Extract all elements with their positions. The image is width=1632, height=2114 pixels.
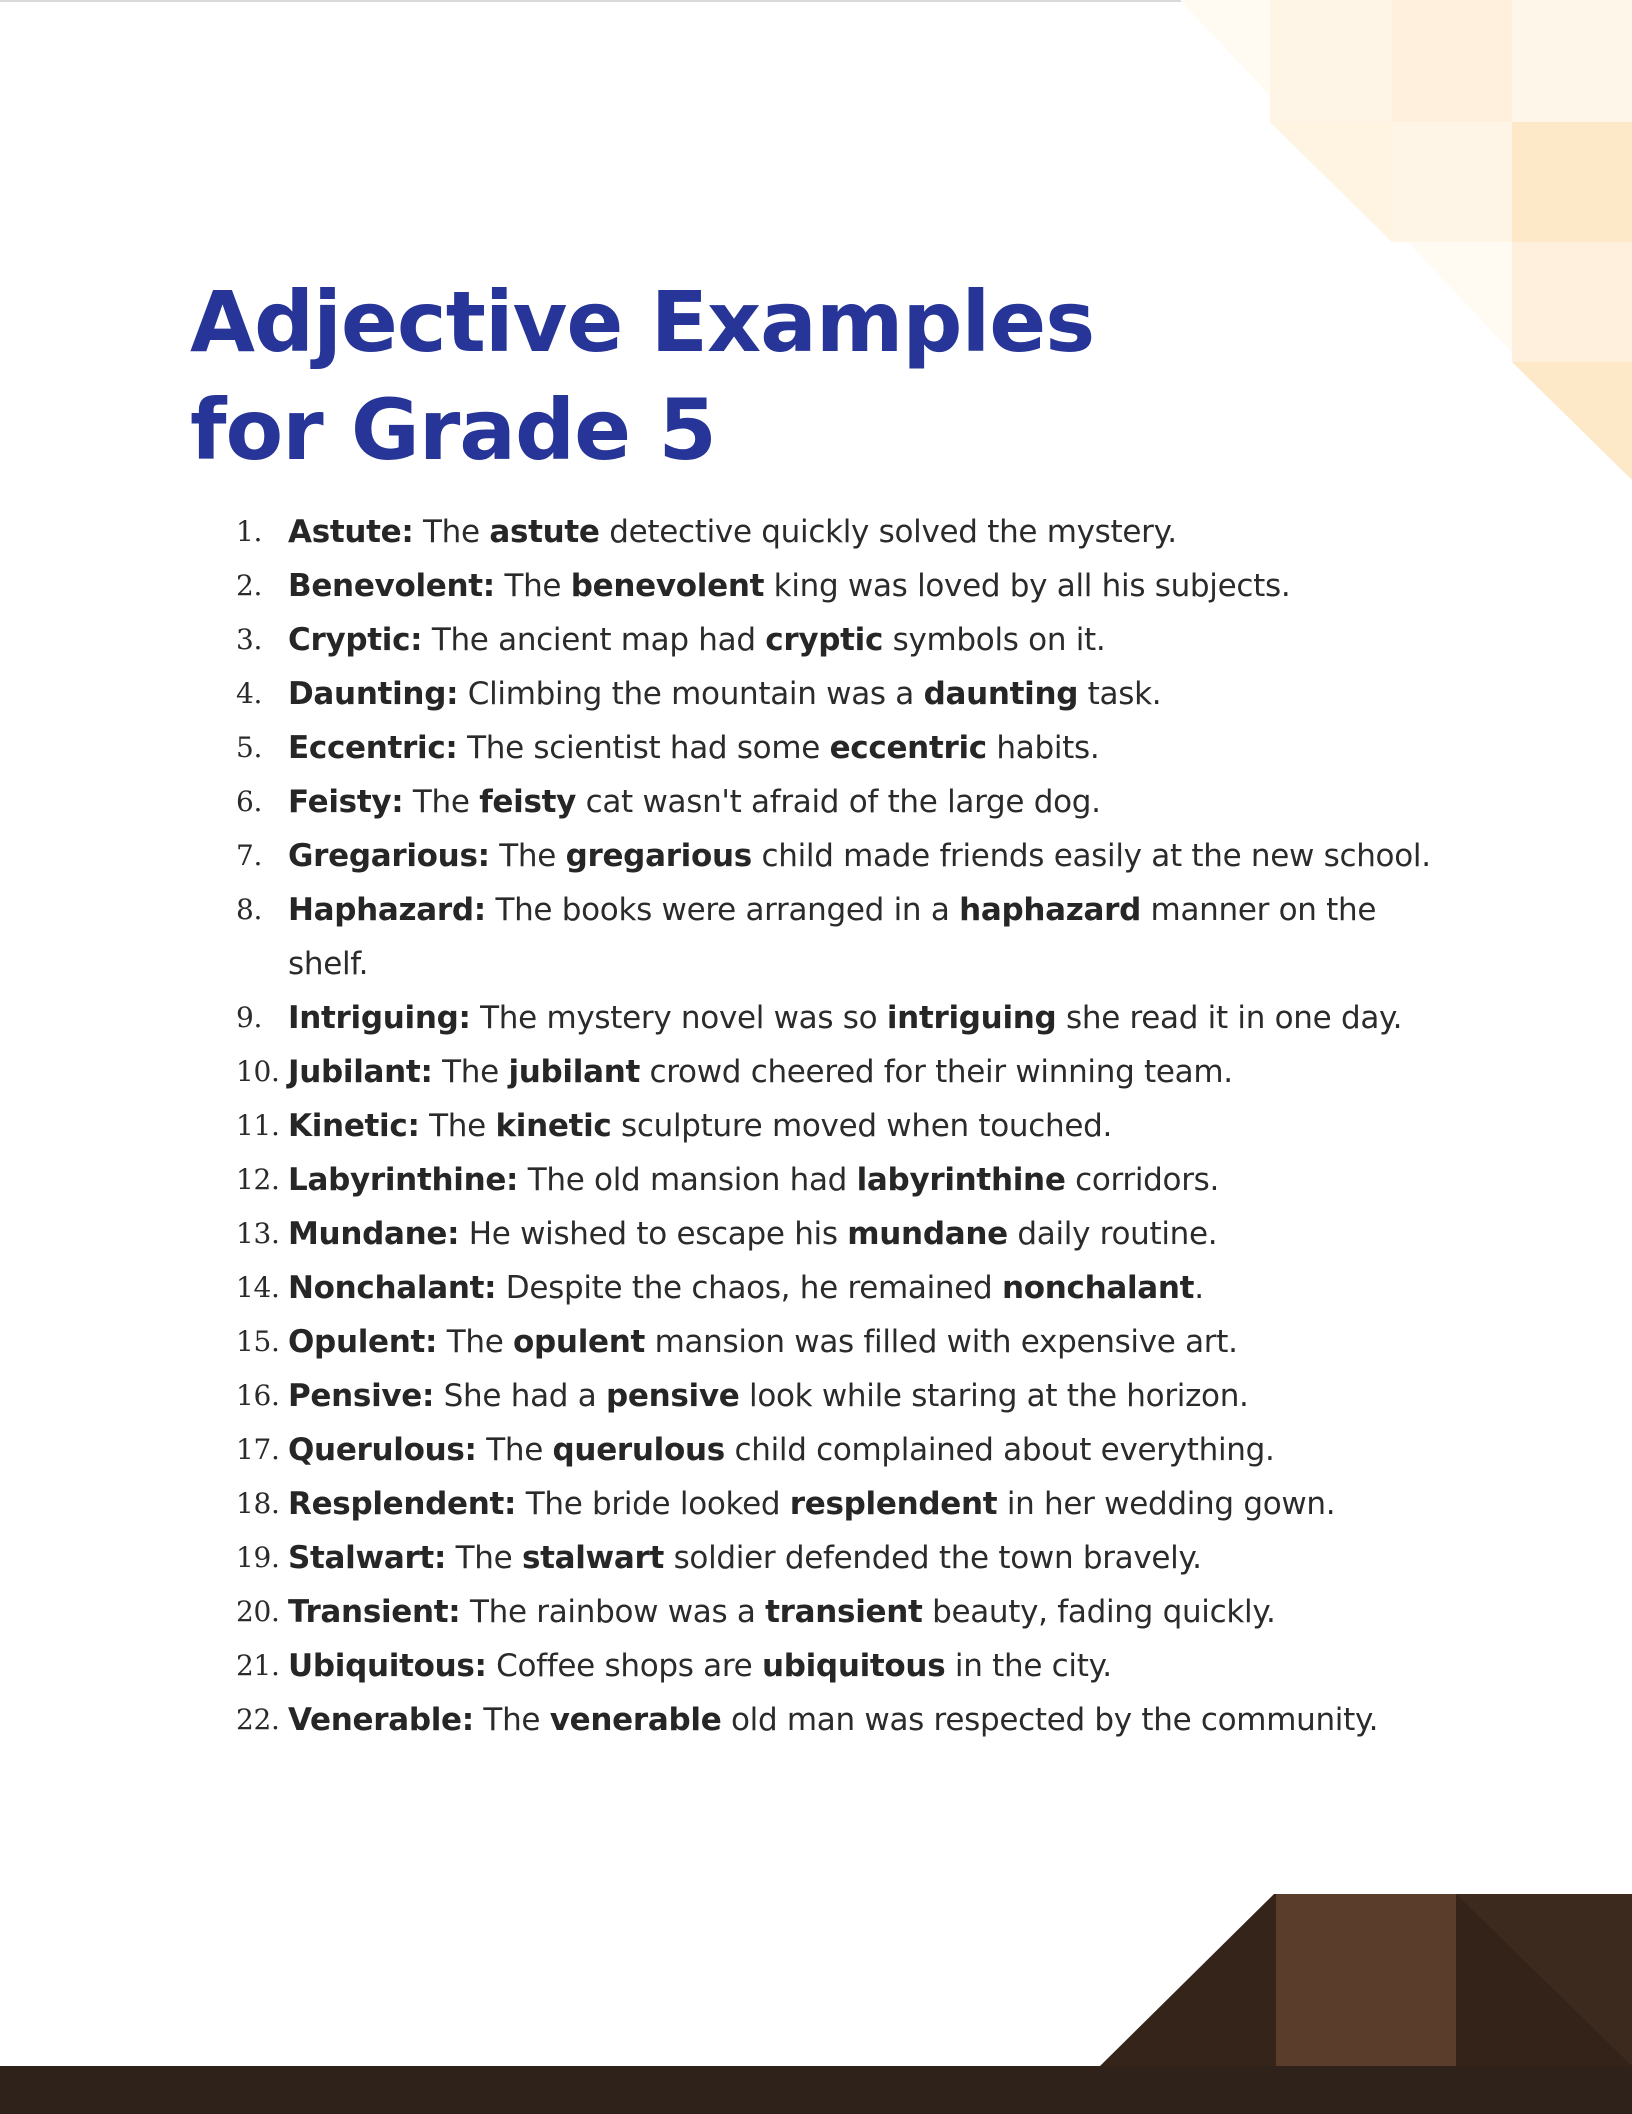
item-number: 2.: [236, 569, 263, 602]
adjective-usage: cryptic: [765, 622, 884, 658]
sentence-text: in the city.: [945, 1648, 1112, 1684]
adjective-usage: stalwart: [521, 1540, 665, 1576]
adjective-usage: mundane: [847, 1216, 1008, 1252]
sentence-text: old man was respected by the community.: [721, 1702, 1379, 1738]
sentence-text: The: [419, 1108, 496, 1144]
sentence-text: The rainbow was a: [460, 1594, 766, 1630]
list-item: [236, 667, 1446, 721]
adjective-usage: jubilant: [508, 1054, 640, 1090]
item-number: 10.: [236, 1055, 280, 1088]
item-number: 1.: [236, 515, 263, 548]
adjective-term: Opulent:: [288, 1324, 438, 1360]
list-item: [236, 1369, 1446, 1423]
sentence-text: she read it in one day.: [1056, 1000, 1403, 1036]
adjective-term: Eccentric:: [288, 730, 458, 766]
adjective-term: Feisty:: [288, 784, 404, 820]
list-item: [236, 1477, 1446, 1531]
list-item: [236, 1045, 1446, 1099]
adjective-usage: intriguing: [886, 1000, 1057, 1036]
adjective-term: Transient:: [288, 1594, 461, 1630]
sentence-text: symbols on it.: [883, 622, 1106, 658]
adjective-usage: kinetic: [495, 1108, 612, 1144]
bottom-decoration: [0, 1880, 1632, 2114]
sentence-text: The books were arranged in a: [485, 892, 960, 928]
item-number: 3.: [236, 623, 263, 656]
list-item: [236, 721, 1446, 775]
adjective-term: Labyrinthine:: [288, 1162, 519, 1198]
sentence-text: The: [494, 568, 571, 604]
sentence-text: beauty, fading quickly.: [922, 1594, 1276, 1630]
adjective-term: Astute:: [288, 514, 414, 550]
sentence-text: Coffee shops are: [486, 1648, 762, 1684]
list-item: [236, 559, 1446, 613]
sentence-text: child complained about everything.: [724, 1432, 1275, 1468]
adjective-usage: feisty: [479, 784, 577, 820]
sentence-text: Despite the chaos, he remained: [496, 1270, 1002, 1306]
item-number: 4.: [236, 677, 263, 710]
sentence-text: The: [413, 514, 490, 550]
adjective-example-list: [236, 505, 1446, 1747]
sentence-text: king was loved by all his subjects.: [764, 568, 1291, 604]
list-item: [236, 1099, 1446, 1153]
item-number: 6.: [236, 785, 263, 818]
list-item: [236, 991, 1446, 1045]
sentence-text: He wished to escape his: [459, 1216, 848, 1252]
item-number: 21.: [236, 1649, 280, 1682]
sentence-text: child made friends easily at the new school.: [751, 838, 1431, 874]
adjective-usage: venerable: [549, 1702, 722, 1738]
list-item: [236, 1315, 1446, 1369]
sentence-text: The mystery novel was so: [470, 1000, 887, 1036]
adjective-term: Benevolent:: [288, 568, 495, 604]
item-number: 15.: [236, 1325, 280, 1358]
sentence-text: manner on the shelf.: [288, 892, 1377, 982]
sentence-text: sculpture moved when touched.: [611, 1108, 1113, 1144]
list-item: [236, 1423, 1446, 1477]
sentence-text: The: [432, 1054, 509, 1090]
item-number: 18.: [236, 1487, 280, 1520]
adjective-usage: opulent: [513, 1324, 646, 1360]
item-number: 19.: [236, 1541, 280, 1574]
list-item: [236, 505, 1446, 559]
item-number: 8.: [236, 893, 263, 926]
list-item: [236, 1207, 1446, 1261]
adjective-term: Gregarious:: [288, 838, 490, 874]
sentence-text: soldier defended the town bravely.: [664, 1540, 1202, 1576]
item-number: 9.: [236, 1001, 263, 1034]
sentence-text: The old mansion had: [518, 1162, 857, 1198]
adjective-usage: querulous: [552, 1432, 725, 1468]
item-number: 12.: [236, 1163, 280, 1196]
title-line-1: Adjective Examples: [190, 273, 1095, 371]
adjective-term: Cryptic:: [288, 622, 423, 658]
sentence-text: task.: [1078, 676, 1162, 712]
adjective-term: Jubilant:: [288, 1054, 433, 1090]
sentence-text: detective quickly solved the mystery.: [599, 514, 1177, 550]
list-item: [236, 1585, 1446, 1639]
item-number: 16.: [236, 1379, 280, 1412]
adjective-term: Ubiquitous:: [288, 1648, 487, 1684]
adjective-term: Kinetic:: [288, 1108, 420, 1144]
list-item: [236, 1693, 1446, 1747]
item-number: 17.: [236, 1433, 280, 1466]
adjective-usage: benevolent: [570, 568, 765, 604]
item-number: 11.: [236, 1109, 280, 1142]
item-number: 7.: [236, 839, 263, 872]
adjective-usage: astute: [489, 514, 600, 550]
sentence-text: Climbing the mountain was a: [458, 676, 924, 712]
sentence-text: The ancient map had: [422, 622, 766, 658]
adjective-term: Pensive:: [288, 1378, 435, 1414]
adjective-usage: nonchalant: [1001, 1270, 1195, 1306]
sentence-text: The: [476, 1432, 553, 1468]
list-item: [236, 1531, 1446, 1585]
sentence-text: corridors.: [1065, 1162, 1220, 1198]
sentence-text: look while staring at the horizon.: [739, 1378, 1249, 1414]
list-item: [236, 1153, 1446, 1207]
sentence-text: She had a: [434, 1378, 606, 1414]
list-item: [236, 775, 1446, 829]
item-number: 13.: [236, 1217, 280, 1250]
sentence-text: The: [437, 1324, 514, 1360]
list-item: [236, 883, 1446, 991]
sentence-text: .: [1194, 1270, 1204, 1306]
sentence-text: The: [489, 838, 566, 874]
adjective-term: Haphazard:: [288, 892, 486, 928]
adjective-term: Mundane:: [288, 1216, 460, 1252]
adjective-term: Resplendent:: [288, 1486, 517, 1522]
adjective-usage: resplendent: [789, 1486, 998, 1522]
list-item: [236, 613, 1446, 667]
adjective-usage: ubiquitous: [761, 1648, 946, 1684]
list-item: [236, 1639, 1446, 1693]
sentence-text: The: [446, 1540, 522, 1576]
adjective-term: Intriguing:: [288, 1000, 471, 1036]
sentence-text: cat wasn't afraid of the large dog.: [576, 784, 1101, 820]
adjective-usage: haphazard: [959, 892, 1141, 928]
sentence-text: in her wedding gown.: [997, 1486, 1336, 1522]
adjective-term: Venerable:: [288, 1702, 474, 1738]
sentence-text: The: [473, 1702, 550, 1738]
title-line-2: for Grade 5: [190, 381, 716, 479]
adjective-term: Nonchalant:: [288, 1270, 497, 1306]
list-item: [236, 829, 1446, 883]
sentence-text: daily routine.: [1007, 1216, 1218, 1252]
adjective-term: Querulous:: [288, 1432, 477, 1468]
sentence-text: The bride looked: [516, 1486, 790, 1522]
adjective-usage: pensive: [605, 1378, 740, 1414]
item-number: 20.: [236, 1595, 280, 1628]
sentence-text: The scientist had some: [457, 730, 830, 766]
adjective-usage: eccentric: [829, 730, 987, 766]
adjective-usage: daunting: [923, 676, 1079, 712]
sentence-text: mansion was filled with expensive art.: [645, 1324, 1238, 1360]
item-number: 14.: [236, 1271, 280, 1304]
adjective-usage: labyrinthine: [856, 1162, 1066, 1198]
adjective-usage: transient: [765, 1594, 923, 1630]
adjective-term: Daunting:: [288, 676, 459, 712]
adjective-term: Stalwart:: [288, 1540, 447, 1576]
sentence-text: The: [403, 784, 480, 820]
page-title: [190, 268, 1290, 484]
item-number: 22.: [236, 1703, 280, 1736]
adjective-usage: gregarious: [565, 838, 752, 874]
item-number: 5.: [236, 731, 263, 764]
sentence-text: habits.: [986, 730, 1100, 766]
list-item: [236, 1261, 1446, 1315]
sentence-text: crowd cheered for their winning team.: [639, 1054, 1233, 1090]
